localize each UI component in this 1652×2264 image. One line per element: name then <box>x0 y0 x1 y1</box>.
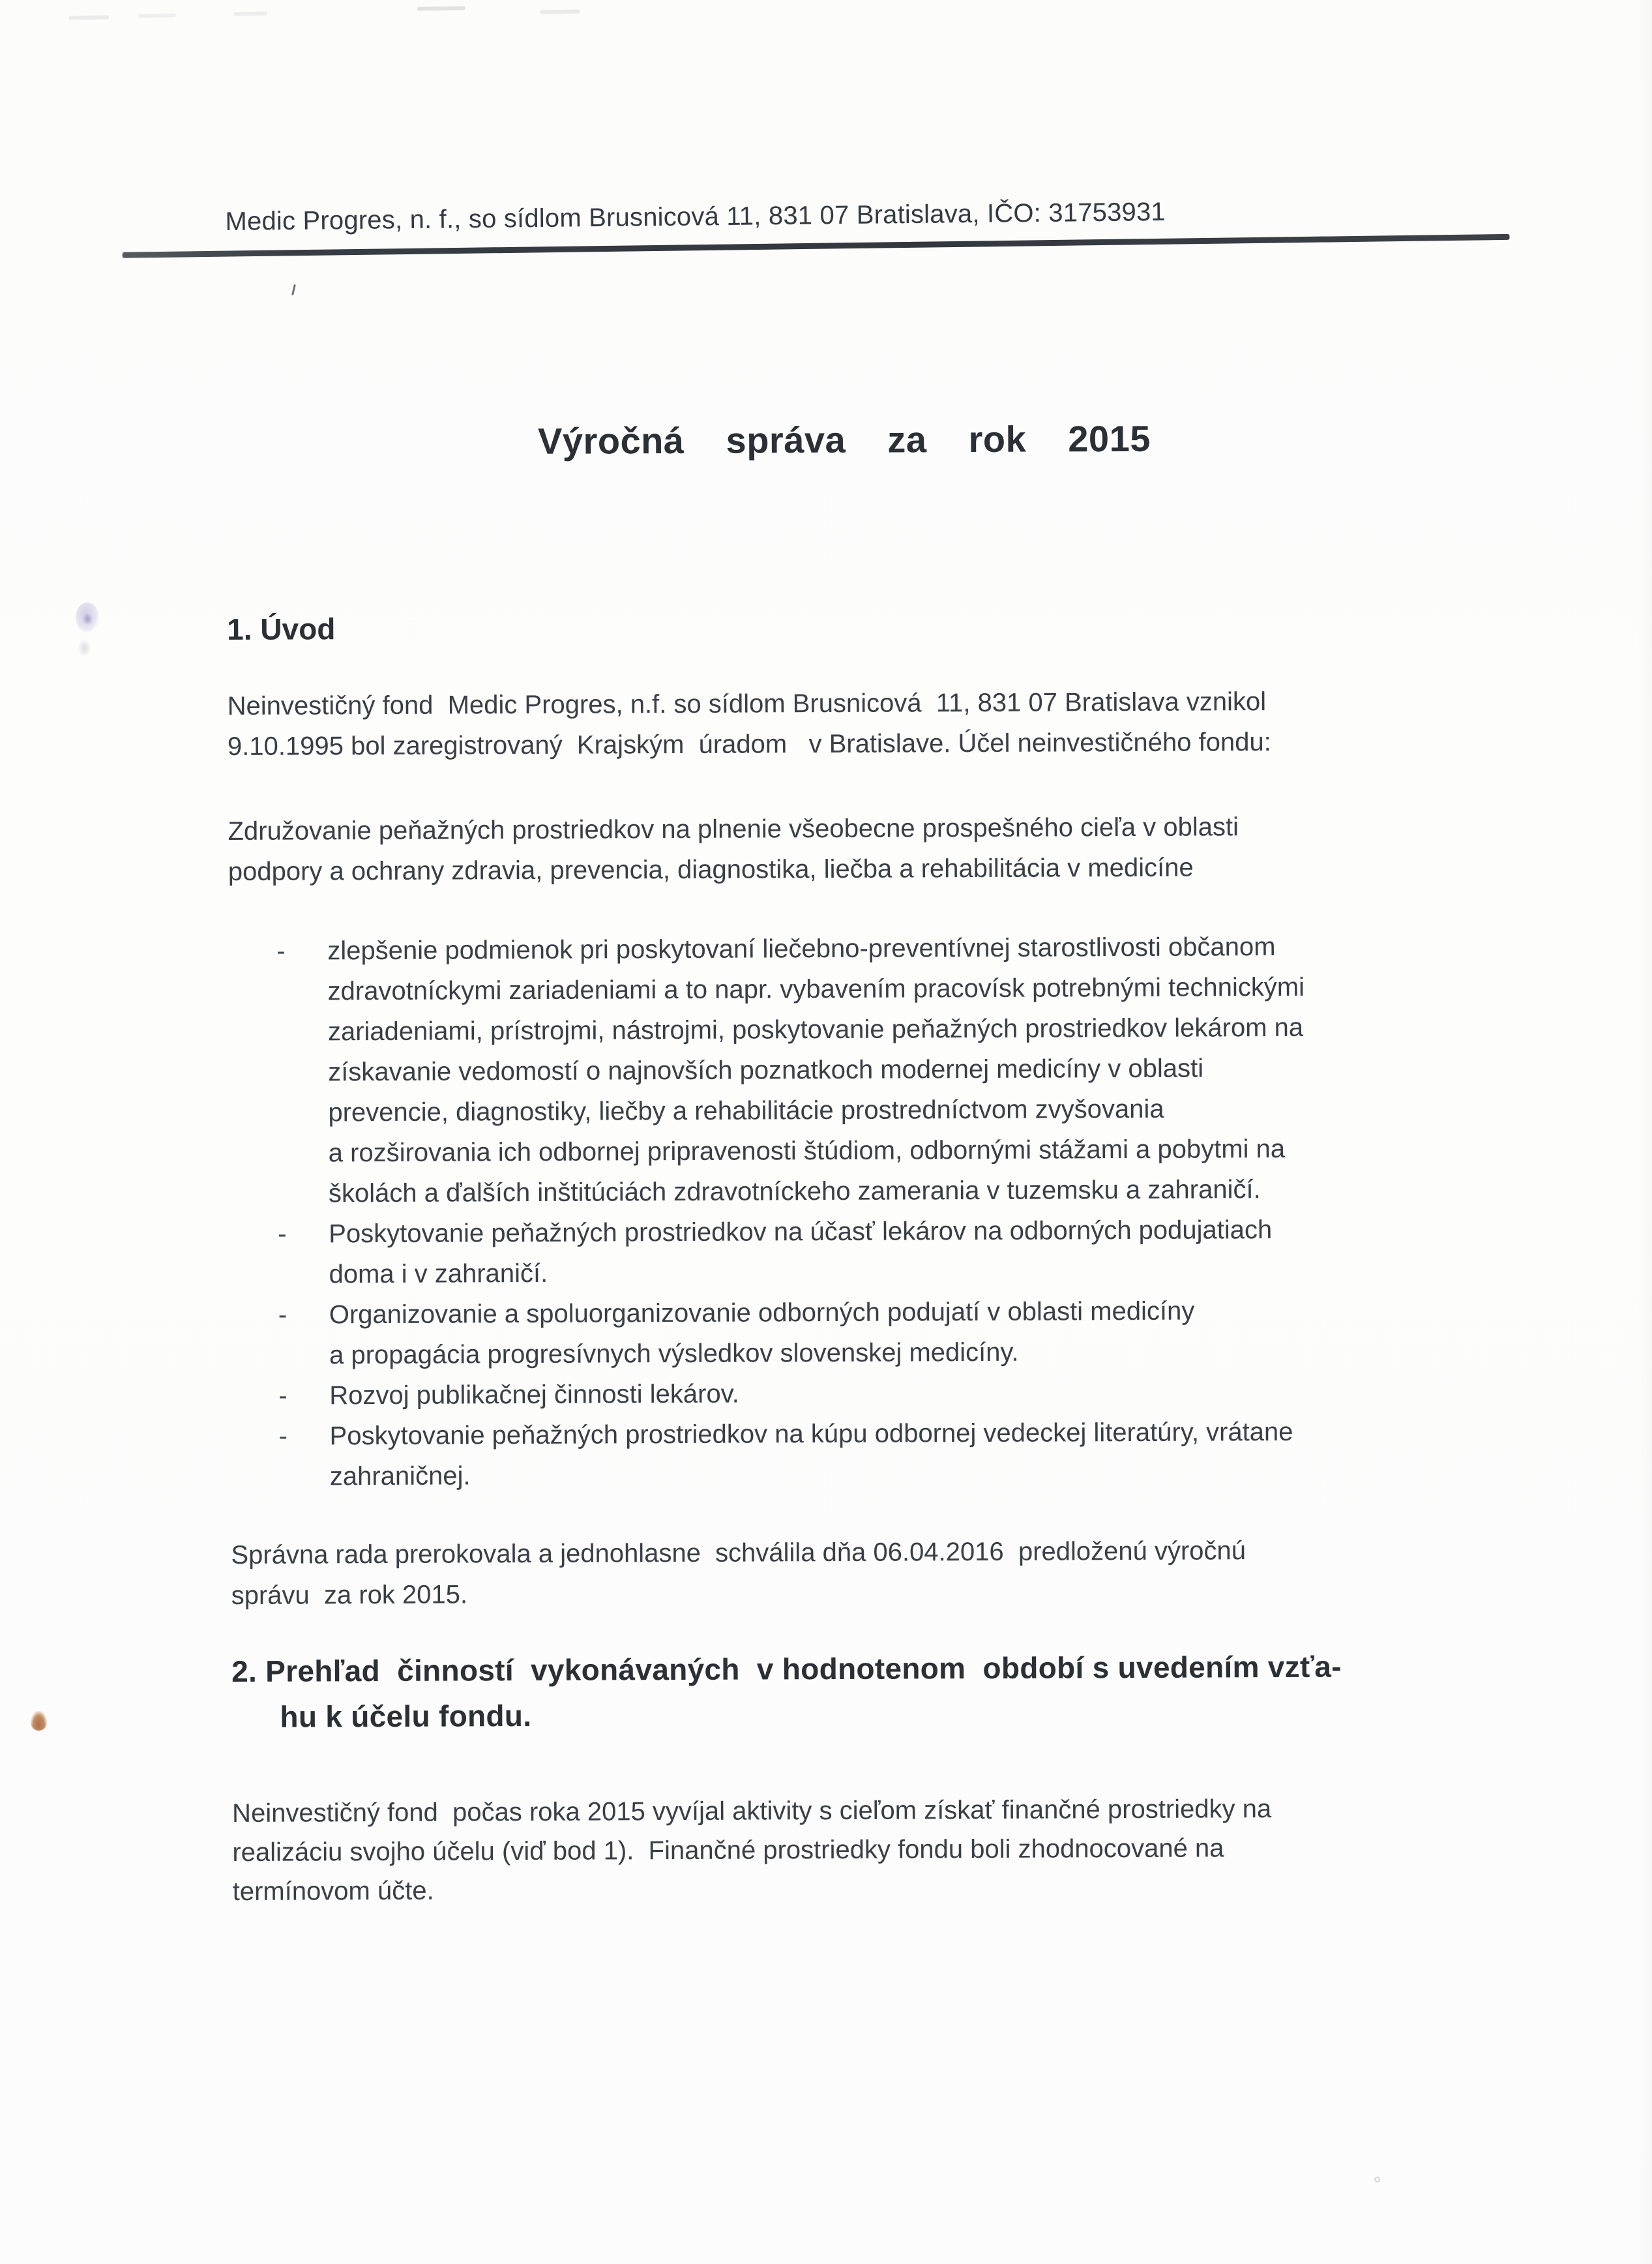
list-item-text: Rozvoj publikačnej činnosti lekárov. <box>329 1379 739 1410</box>
section-1-paragraph-purpose: Združovanie peňažných prostriedkov na plnenie všeobecne prospešného cieľa v oblasti podpory a ochrany zdravia, prevencia, diagnostika, liečba a rehabilitácia v medicíne <box>228 812 1239 887</box>
dash-bullet-marker: - <box>278 1300 288 1330</box>
section-1-paragraph-fund-origin: Neinvestičný fond Medic Progres, n.f. so sídlom Brusnicová 11, 831 07 Bratislava vznikol 9.10.1995 bol zaregistrovaný Krajským úradom v Bratislave. Účel neinvestičného fondu: <box>227 687 1271 762</box>
dash-bullet-marker: - <box>278 1219 287 1249</box>
dash-bullet-marker: - <box>278 1381 288 1410</box>
list-item <box>278 1289 1518 1375</box>
list-item <box>278 1370 1517 1416</box>
list-item <box>278 1208 1517 1294</box>
header-rule <box>123 234 1510 258</box>
list-item <box>278 1410 1518 1497</box>
dash-bullet-marker: - <box>278 1422 288 1451</box>
company-header: Medic Progres, n. f., so sídlom Brusnicová 11, 831 07 Bratislava, IČO: 31753931 <box>225 197 1166 237</box>
board-approval-paragraph: Správna rada prerokovala a jednohlasne schválila dňa 06.04.2016 predloženú výročnú správu za rok 2015. <box>231 1536 1246 1611</box>
list-item-text: Poskytovanie peňažných prostriedkov na kúpu odbornej vedeckej literatúry, vrátane zahraničnej. <box>329 1417 1293 1491</box>
section-1-heading: 1. Úvod <box>227 612 336 647</box>
list-item <box>276 925 1516 1214</box>
fund-objectives-list <box>276 925 1518 1497</box>
document-title: Výročná správa za rok 2015 <box>537 417 1151 462</box>
section-2-heading: 2. Prehľad činností vykonávaných v hodnotenom období s uvedením vzťa- hu k účelu fondu. <box>231 1649 1342 1734</box>
list-item-text: Poskytovanie peňažných prostriedkov na účasť lekárov na odborných podujatiach doma i v zahraničí. <box>329 1215 1273 1289</box>
section-2-paragraph-activities: Neinvestičný fond počas roka 2015 vyvíjal aktivity s cieľom získať finančné prostriedky na realizáciu svojho účelu (viď bod 1). Finančné prostriedky fondu boli zhodnocované na termínovom účte. <box>232 1795 1272 1906</box>
list-item-text: Organizovanie a spoluorganizovanie odborných podujatí v oblasti medicíny a propagácia progresívnych výsledkov slovenskej medicíny. <box>329 1296 1195 1370</box>
list-item-text: zlepšenie podmienok pri poskytovaní liečebno-preventívnej starostlivosti občanom zdravotníckymi zariadeniami a to napr. vybavením pracovísk potrebnými technickými zariadeniami, prístrojmi, nástrojmi, poskytovanie peňažných prostriedkov lekárom na získavanie vedomostí o najnovších poznatkoch modernej medicíny v oblasti prevencie, diagnostiky, liečby a rehabilitácie prostredníctvom zvyšovania a rozširovania ich odbornej pripravenosti štúdiom, odbornými stážami a pobytmi na školách a ďalších inštitúciách zdravotníckeho zamerania v tuzemsku a zahraničí. <box>327 932 1305 1208</box>
dash-bullet-marker: - <box>276 936 286 966</box>
